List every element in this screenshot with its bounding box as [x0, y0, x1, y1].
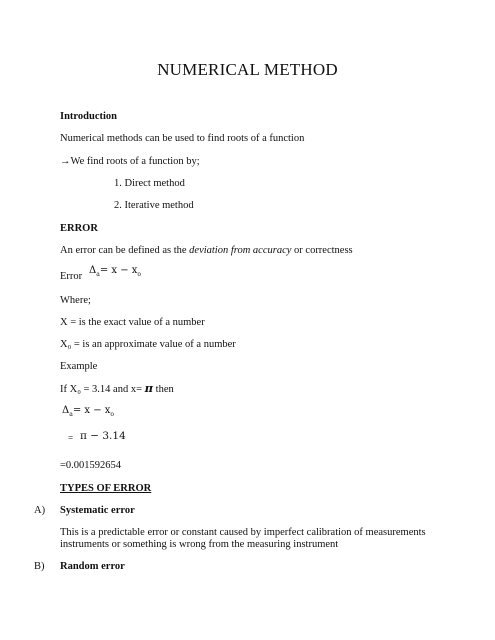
type-b-heading: Random error [60, 561, 125, 572]
intro-item-1: 1. Direct method [114, 178, 185, 189]
example-step-1 [62, 404, 114, 421]
step2-expression: π − 3.14 [80, 430, 126, 442]
intro-line-2: →We find roots of a function by; [60, 156, 200, 167]
where-label: Where; [60, 295, 91, 306]
error-def-italic: deviation from accuracy [189, 245, 292, 256]
example-label: Example [60, 361, 98, 372]
x0-definition: X₀ = is an approximate value of a number [60, 339, 236, 350]
type-a-label: A) [34, 505, 46, 516]
pi-symbol: π [144, 381, 154, 395]
introduction-heading: Introduction [60, 111, 117, 122]
example-result: =0.001592654 [60, 460, 122, 471]
intro-line-1: Numerical methods can be used to find roots of a function [60, 133, 305, 144]
page-title: NUMERICAL METHOD [157, 60, 338, 79]
error-def-suffix: or correctness [294, 245, 353, 256]
error-heading: ERROR [60, 223, 98, 234]
step1-delta: Δ [62, 405, 70, 416]
type-a-description: This is a predictable error or constant caused by imperfect calibration of measurements instruments or something is wrong from the measuring instrument [60, 527, 426, 550]
error-def-prefix: An error can be defined as the [60, 245, 187, 256]
type-a-heading: Systematic error [60, 505, 135, 516]
error-formula [89, 264, 141, 281]
formula-rest: = x − x [99, 265, 138, 276]
example-if-line [60, 382, 174, 396]
step1-rest: = x − x [72, 405, 111, 416]
type-b-label: B) [34, 561, 45, 572]
formula-delta-sub: a [96, 271, 100, 278]
formula-delta: Δ [89, 265, 97, 276]
intro-item-2: 2. Iterative method [114, 200, 194, 211]
if-line-suffix: then [155, 384, 174, 395]
step2-equals: = [68, 433, 74, 443]
step1-delta-sub: a [69, 411, 73, 418]
error-definition [60, 244, 353, 257]
step1-rest-sub: o [110, 411, 115, 418]
x-definition: X = is the exact value of a number [60, 317, 205, 328]
formula-rest-sub: o [137, 271, 142, 278]
types-heading: TYPES OF ERROR [60, 483, 152, 494]
error-label: Error [60, 271, 83, 282]
if-line-prefix: If X₀ = 3.14 and x= [60, 384, 142, 395]
